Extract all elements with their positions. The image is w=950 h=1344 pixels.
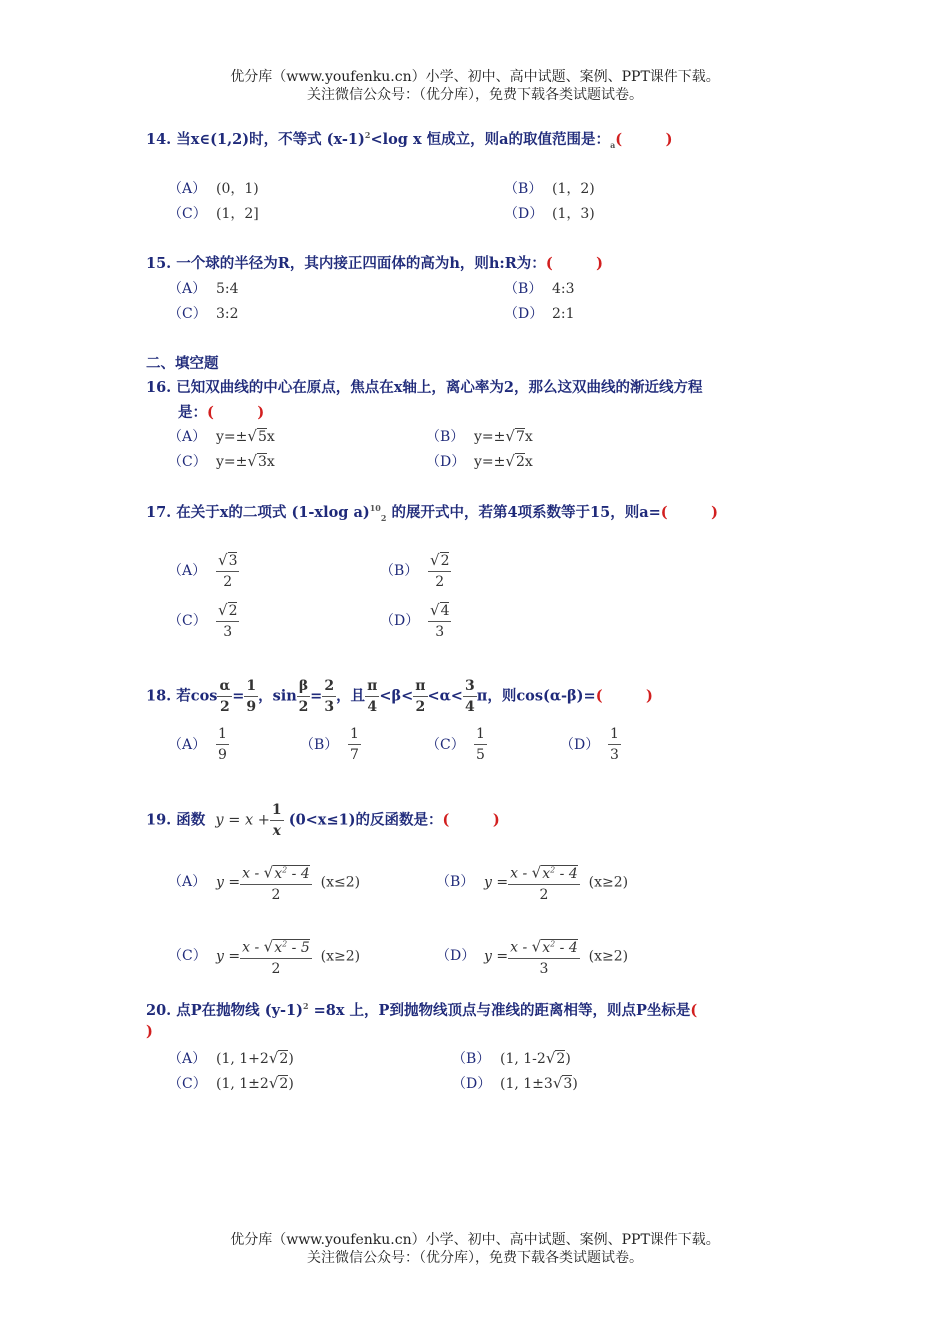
q14-option-c: （C） (1，2] bbox=[168, 206, 259, 222]
page-footer bbox=[0, 1231, 950, 1267]
q20-option-d: （D） (1, 1±3√3) bbox=[452, 1074, 578, 1092]
q19-option-a: （A） y = $\frac{x - √x^2 - 4}{2}$ (x≤2) bbox=[168, 860, 360, 905]
q20-option-c: （C） (1, 1±2√2) bbox=[168, 1074, 294, 1092]
q15-option-d: （D） 2:1 bbox=[504, 306, 575, 322]
q16-answer-blank: ( ) bbox=[207, 404, 265, 421]
q16-option-d: （D） y=±√2x bbox=[426, 452, 533, 470]
question-20 bbox=[146, 999, 697, 1020]
q18-option-c: （C） $\frac{1}{5}$ bbox=[426, 726, 485, 763]
q20-option-b: （B） (1, 1-2√2) bbox=[452, 1049, 571, 1067]
q14-option-b: （B） (1，2) bbox=[504, 181, 595, 197]
q14-exponent: 2 bbox=[364, 130, 371, 141]
q15-option-c: （C） 3:2 bbox=[168, 306, 239, 322]
q14-text: 14. 当x∈(1,2)时，不等式 (x-1) bbox=[146, 131, 365, 148]
q17-option-a: （A） $\frac{√3}{2}$ bbox=[168, 551, 238, 590]
q17-exponent: 10 bbox=[369, 503, 381, 514]
q14-option-d: （D） (1，3) bbox=[504, 206, 595, 222]
q19-option-c: （C） y = $\frac{x - √x^2 - 5}{2}$ (x≥2) bbox=[168, 934, 360, 979]
q17-text: 17. 在关于x的二项式 (1-xlog a) bbox=[146, 504, 370, 521]
question-15 bbox=[146, 252, 603, 273]
q15-text: 15. 一个球的半径为R，其内接正四面体的高为h，则h:R为： bbox=[146, 255, 546, 272]
q16-option-b: （B） y=±√7x bbox=[426, 427, 533, 445]
q14-log-base: a bbox=[610, 139, 616, 150]
q18-option-b: （B） $\frac{1}{7}$ bbox=[300, 726, 359, 763]
q14-answer-blank: ( ) bbox=[615, 131, 673, 148]
q19-option-b: （B） y = $\frac{x - √x^2 - 4}{2}$ (x≥2) bbox=[436, 860, 628, 905]
footer-line-1: 优分库（www.youfenku.cn）小学、初中、高中试题、案例、PPT课件下载。 bbox=[230, 1232, 720, 1248]
page-header bbox=[0, 68, 950, 104]
question-17 bbox=[146, 501, 718, 523]
q16-text-2: 是： bbox=[178, 404, 207, 421]
q14-option-a: （A） (0，1) bbox=[168, 181, 259, 197]
question-16 bbox=[146, 376, 703, 397]
question-14 bbox=[146, 128, 672, 150]
question-18: 18. 若cos $\frac{\alpha}{2}$ = $\frac{1}{9}$ ，sin $\frac{\beta}{2}$ = $\frac{2}{3}$ ，且 $\frac{\pi}{4}$ <β< $\frac{\pi}{2}$ <α< $\frac{3}{4}$ π，则cos(α-β)=( ) bbox=[146, 678, 653, 715]
q20-text-2: =8x 上，P到抛物线顶点与准线的距离相等，则点P坐标是 bbox=[308, 1002, 691, 1019]
q18-answer-blank: ( ) bbox=[595, 687, 653, 705]
q15-answer-blank: ( ) bbox=[545, 255, 604, 272]
q15-option-b: （B） 4:3 bbox=[504, 281, 575, 297]
header-line-1: 优分库（www.youfenku.cn）小学、初中、高中试题、案例、PPT课件下载。 bbox=[230, 69, 720, 85]
q17-answer-blank: ( ) bbox=[660, 504, 719, 521]
q18-option-a: （A） $\frac{1}{9}$ bbox=[168, 726, 227, 763]
q20-answer-blank-close: ) bbox=[146, 1023, 153, 1040]
question-20-cont bbox=[146, 1023, 153, 1040]
question-16-cont bbox=[178, 401, 264, 422]
q15-option-a: （A） 5:4 bbox=[168, 281, 239, 297]
question-19: 19. 函数 y = x + $\frac{1}{x}$ (0<x≤1)的反函数是：( ) bbox=[146, 802, 500, 839]
q17-option-b: （B） $\frac{√2}{2}$ bbox=[380, 551, 450, 590]
header-line-2: 关注微信公众号：（优分库），免费下载各类试题试卷。 bbox=[307, 87, 643, 103]
q17-text-2: 的展开式中，若第4项系数等于15，则a= bbox=[386, 504, 661, 521]
q18-option-d: （D） $\frac{1}{3}$ bbox=[560, 726, 619, 763]
q16-option-a: （A） y=±√5x bbox=[168, 427, 275, 445]
q20-option-a: （A） (1, 1+2√2) bbox=[168, 1049, 294, 1067]
q19-answer-blank: ( ) bbox=[442, 811, 500, 829]
q19-option-d: （D） y = $\frac{x - √x^2 - 4}{3}$ (x≥2) bbox=[436, 934, 628, 979]
q17-option-c: （C） $\frac{√2}{3}$ bbox=[168, 601, 238, 640]
q16-text: 16. 已知双曲线的中心在原点，焦点在x轴上，离心率为2，那么这双曲线的渐近线方程 bbox=[146, 379, 703, 396]
footer-line-2: 关注微信公众号：（优分库），免费下载各类试题试卷。 bbox=[307, 1250, 643, 1266]
q20-text: 20. 点P在抛物线 (y-1) bbox=[146, 1002, 303, 1019]
q14-text-2: <log x 恒成立，则a的取值范围是： bbox=[370, 131, 611, 148]
q20-answer-blank-open: ( bbox=[690, 1002, 698, 1019]
section-title: 二、填空题 bbox=[146, 355, 219, 372]
q20-exponent: 2 bbox=[302, 1001, 309, 1012]
q17-log-base: 2 bbox=[380, 512, 387, 523]
q16-option-c: （C） y=±√3x bbox=[168, 452, 275, 470]
q17-option-d: （D） $\frac{√4}{3}$ bbox=[380, 601, 450, 640]
